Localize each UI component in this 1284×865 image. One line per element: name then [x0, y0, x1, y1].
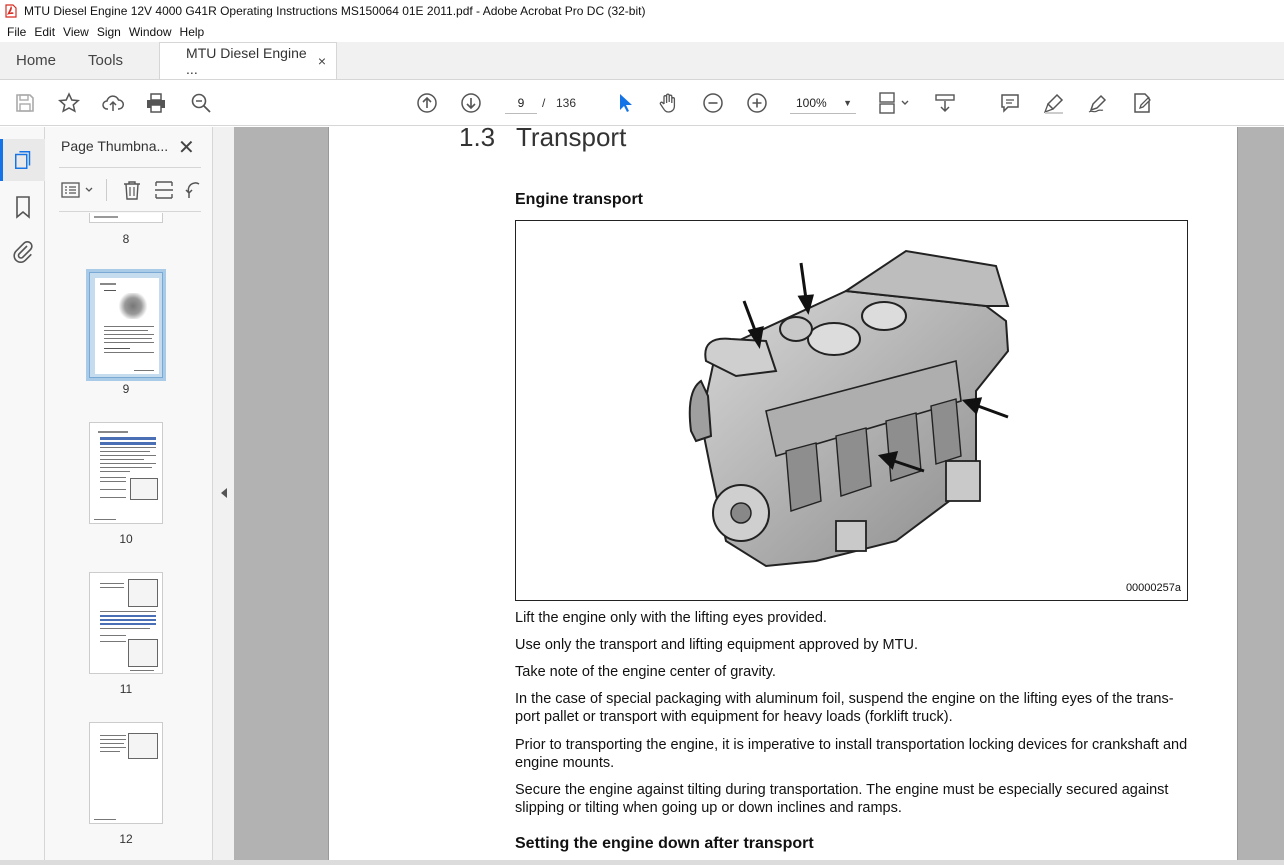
select-cursor-icon[interactable]	[613, 91, 637, 115]
delete-trash-icon[interactable]	[121, 179, 143, 201]
panel-tools-divider	[106, 179, 107, 201]
panel-tools	[59, 177, 204, 203]
page-thumbnails-icon[interactable]	[0, 139, 45, 181]
panel-close-icon[interactable]: ✕	[178, 137, 195, 159]
pdf-page	[328, 127, 1238, 860]
menu-file[interactable]: File	[7, 25, 27, 39]
zoom-value: 100%	[796, 96, 827, 110]
attachment-paperclip-icon[interactable]	[11, 240, 35, 264]
page-display-icon[interactable]	[878, 91, 912, 115]
tab-tools[interactable]: Tools	[88, 52, 124, 69]
thumbnail-list	[45, 213, 195, 858]
title-bar	[0, 0, 1284, 22]
engine-illustration	[516, 221, 1187, 600]
panel-collapse-handle[interactable]	[213, 127, 234, 860]
figure-id: 00000257a	[1125, 582, 1181, 594]
upload-cloud-icon[interactable]	[101, 91, 125, 115]
highlight-pen-icon[interactable]	[1042, 91, 1066, 115]
section-number: 1.3	[459, 127, 496, 152]
tab-document[interactable]	[159, 42, 337, 79]
comment-icon[interactable]	[998, 91, 1022, 115]
main-toolbar	[0, 80, 1284, 126]
paragraph: Secure the engine against tilting during transportation. The engine must be especially secured against slipping or tilting when going up or down inclines and ramps.	[515, 782, 1169, 816]
edit-pdf-icon[interactable]	[1130, 91, 1154, 115]
acrobat-pdf-icon	[4, 4, 18, 18]
menu-view[interactable]: View	[63, 25, 89, 39]
previous-page-icon[interactable]	[415, 91, 439, 115]
find-zoom-icon[interactable]	[189, 91, 213, 115]
page-total: 136	[556, 96, 577, 110]
thumbnail-page-10[interactable]	[89, 422, 163, 524]
panel-title: Page Thumbna...	[61, 138, 169, 154]
panel-divider	[59, 211, 201, 212]
bottom-strip	[0, 860, 1284, 865]
chevron-down-icon: ▼	[843, 98, 852, 108]
thumbnail-page-11[interactable]	[89, 572, 163, 674]
thumbnails-panel	[45, 127, 213, 860]
page-separator: /	[542, 96, 546, 110]
paragraph: Use only the transport and lifting equipment approved by MTU.	[515, 637, 918, 653]
section-title: Transport	[516, 127, 627, 152]
sign-pen-icon[interactable]	[1086, 91, 1110, 115]
bookmark-icon[interactable]	[11, 195, 35, 219]
menu-bar	[0, 22, 1284, 42]
scroll-mode-icon[interactable]	[933, 91, 957, 115]
next-page-icon[interactable]	[459, 91, 483, 115]
panel-divider	[59, 167, 201, 168]
paragraph: Prior to transporting the engine, it is imperative to install transportation locking devices for crankshaft and engine mounts.	[515, 737, 1188, 771]
zoom-select[interactable]	[790, 92, 856, 114]
tab-bar	[0, 42, 1284, 80]
bookmark-star-icon[interactable]	[57, 91, 81, 115]
options-list-icon[interactable]	[61, 180, 95, 200]
thumbnail-page-12[interactable]	[89, 722, 163, 824]
paragraph: Lift the engine only with the lifting eyes provided.	[515, 610, 827, 626]
hand-tool-icon[interactable]	[657, 91, 681, 115]
collapse-arrow-icon	[221, 488, 227, 498]
thumbnail-page-9[interactable]	[89, 272, 163, 378]
zoom-out-icon[interactable]	[701, 91, 725, 115]
tab-document-label: MTU Diesel Engine ...	[186, 45, 307, 77]
menu-window[interactable]: Window	[128, 25, 172, 39]
thumbnail-page-8[interactable]	[89, 213, 163, 223]
tab-close-icon[interactable]: ×	[317, 53, 327, 69]
thumbnail-number: 8	[122, 232, 130, 246]
thumbnail-number: 12	[119, 832, 133, 846]
paragraph: In the case of special packaging with aluminum foil, suspend the engine on the lifting eyes of the trans-port pallet or transport with equipment for heavy loads (forklift truck).	[515, 691, 1174, 725]
thumbnail-number: 11	[119, 682, 133, 696]
menu-sign[interactable]: Sign	[96, 25, 121, 39]
insert-page-icon[interactable]	[153, 179, 175, 201]
engine-figure	[515, 220, 1188, 601]
page-number-input[interactable]: 9	[505, 92, 537, 114]
menu-edit[interactable]: Edit	[34, 25, 56, 39]
document-view[interactable]	[234, 127, 1284, 860]
rotate-page-icon[interactable]	[184, 179, 206, 201]
save-icon[interactable]	[13, 91, 37, 115]
thumbnail-number: 9	[122, 382, 130, 396]
zoom-in-icon[interactable]	[745, 91, 769, 115]
tab-home[interactable]: Home	[16, 52, 57, 69]
print-icon[interactable]	[144, 91, 168, 115]
menu-help[interactable]: Help	[179, 25, 205, 39]
paragraph: Take note of the engine center of gravity.	[515, 664, 776, 680]
thumbnail-number: 10	[119, 532, 133, 546]
subheading-setting-down: Setting the engine down after transport	[515, 835, 814, 852]
subheading-engine-transport: Engine transport	[515, 191, 644, 208]
left-rail	[0, 127, 45, 865]
window-title: MTU Diesel Engine 12V 4000 G41R Operating Instructions MS150064 01E 2011.pdf - Adobe Acrobat Pro DC (32-bit)	[24, 4, 646, 18]
